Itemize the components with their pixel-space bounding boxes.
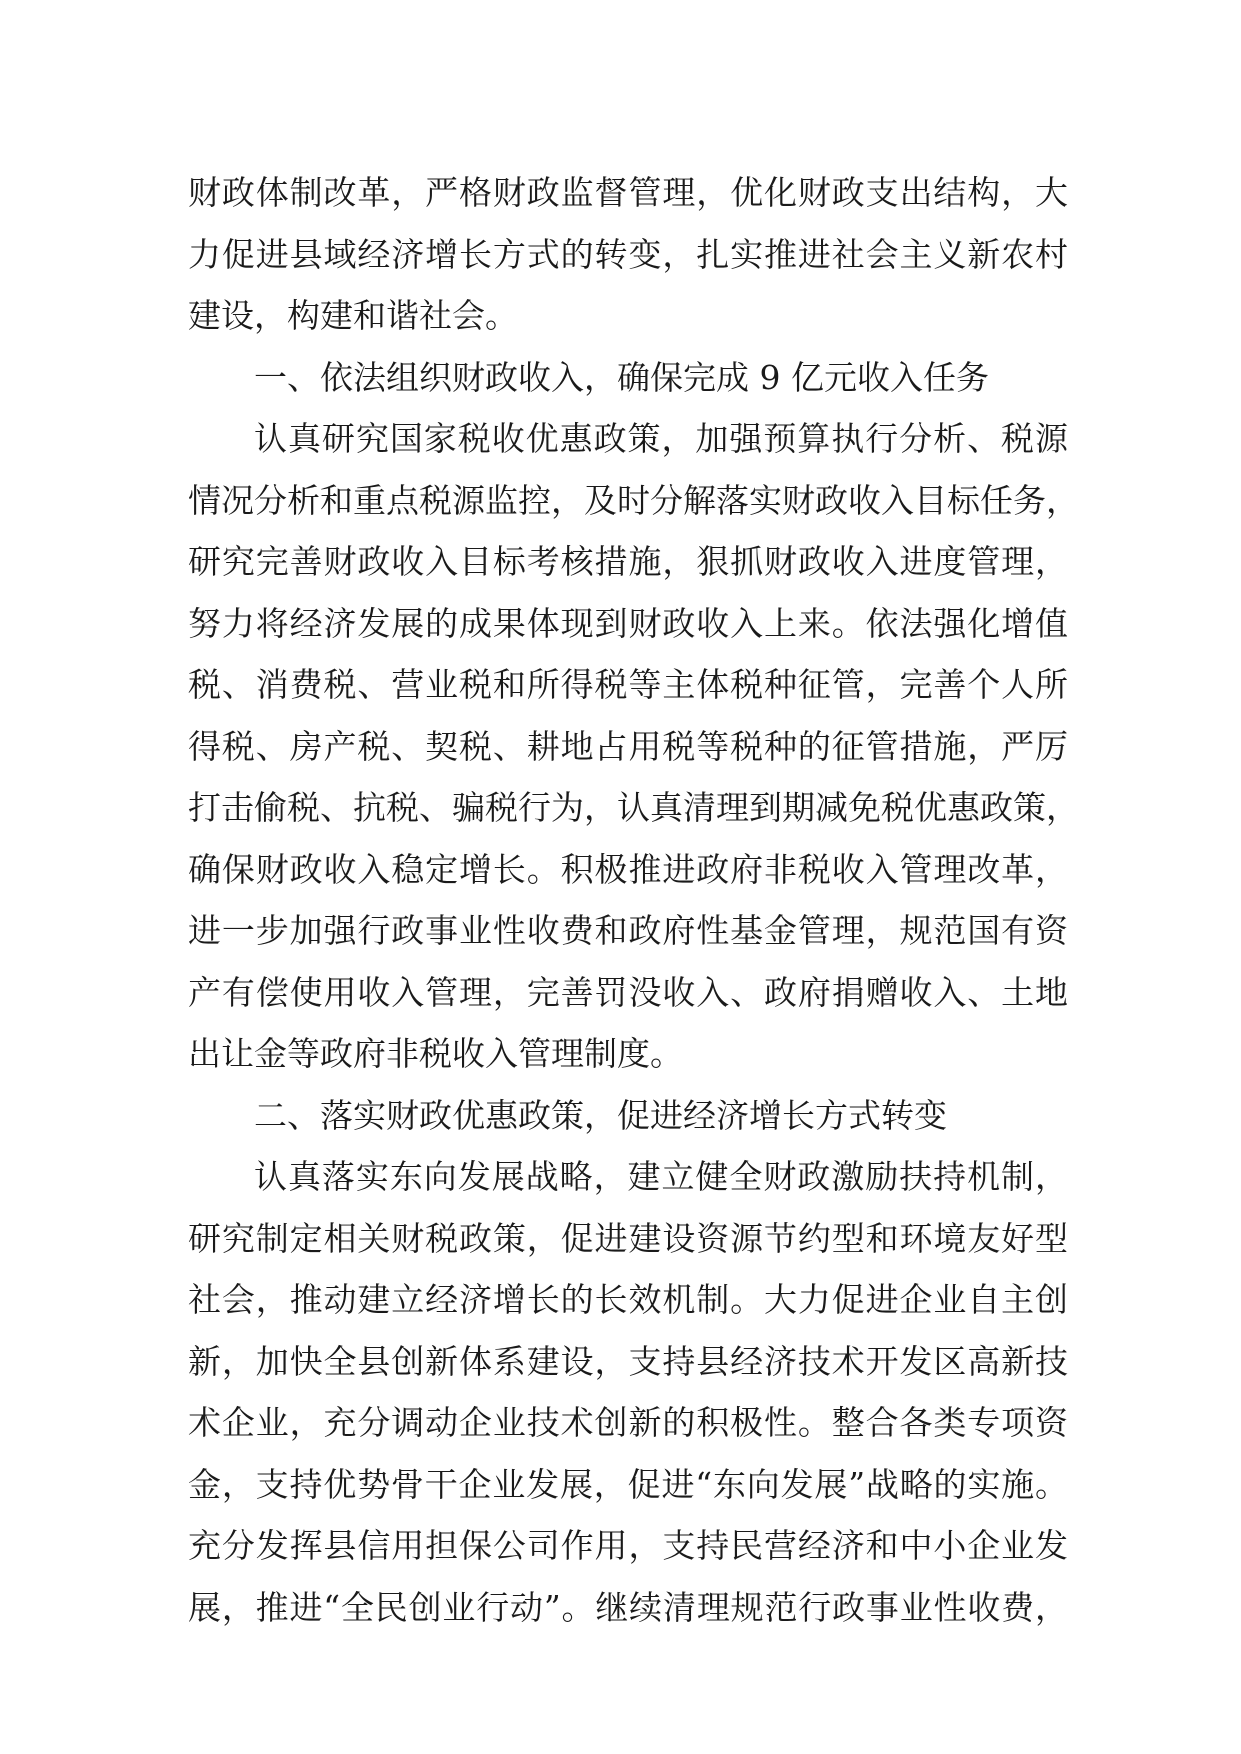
body-text-line: 产有偿使用收入管理，完善罚没收入、政府捐赠收入、土地: [188, 972, 1068, 1012]
body-text-line: 认真落实东向发展战略，建立健全财政激励扶持机制，: [254, 1157, 1068, 1196]
body-text-line: 充分发挥县信用担保公司作用，支持民营经济和中小企业发: [188, 1526, 1068, 1565]
body-text-line: 研究完善财政收入目标考核措施，狠抓财政收入进度管理，: [188, 542, 1068, 581]
body-text-line: 金，支持优势骨干企业发展，促进“东向发展”战略的实施。: [188, 1464, 1068, 1504]
body-text-line: 税、消费税、营业税和所得税等主体税种征管，完善个人所: [188, 665, 1068, 704]
body-text-line: 展，推进“全民创业行动”。继续清理规范行政事业性收费，: [188, 1587, 1068, 1627]
body-text-line: 社会，推动建立经济增长的长效机制。大力促进企业自主创: [188, 1280, 1068, 1319]
body-text-line: 情况分析和重点税源监控，及时分解落实财政收入目标任务，: [188, 480, 1079, 520]
body-text-line: 建设，构建和谐社会。: [188, 296, 518, 335]
body-text-line: 确保财政收入稳定增长。积极推进政府非税收入管理改革，: [188, 849, 1068, 889]
body-text-line: 力促进县域经济增长方式的转变，扎实推进社会主义新农村: [188, 234, 1068, 274]
body-text-line: 努力将经济发展的成果体现到财政收入上来。依法强化增值: [188, 603, 1068, 643]
body-text-line: 新，加快全县创新体系建设，支持县经济技术开发区高新技: [188, 1341, 1068, 1381]
section-heading-2: 二、落实财政优惠政策，促进经济增长方式转变: [254, 1095, 947, 1135]
document-page: [188, 162, 1079, 1638]
body-text-line: 财政体制改革，严格财政监督管理，优化财政支出结构，大: [188, 173, 1068, 212]
body-text-line: 得税、房产税、契税、耕地占用税等税种的征管措施，严厉: [188, 726, 1068, 766]
section-heading-1: 一、依法组织财政收入，确保完成 9 亿元收入任务: [254, 357, 989, 397]
body-text-line: 出让金等政府非税收入管理制度。: [188, 1034, 683, 1073]
body-text-line: 认真研究国家税收优惠政策，加强预算执行分析、税源: [254, 419, 1068, 458]
body-text-line: 术企业，充分调动企业技术创新的积极性。整合各类专项资: [188, 1403, 1068, 1442]
body-text-line: 打击偷税、抗税、骗税行为，认真清理到期减免税优惠政策，: [188, 788, 1079, 827]
body-text-line: 研究制定相关财税政策，促进建设资源节约型和环境友好型: [188, 1218, 1068, 1258]
body-text-line: 进一步加强行政事业性收费和政府性基金管理，规范国有资: [188, 911, 1068, 950]
